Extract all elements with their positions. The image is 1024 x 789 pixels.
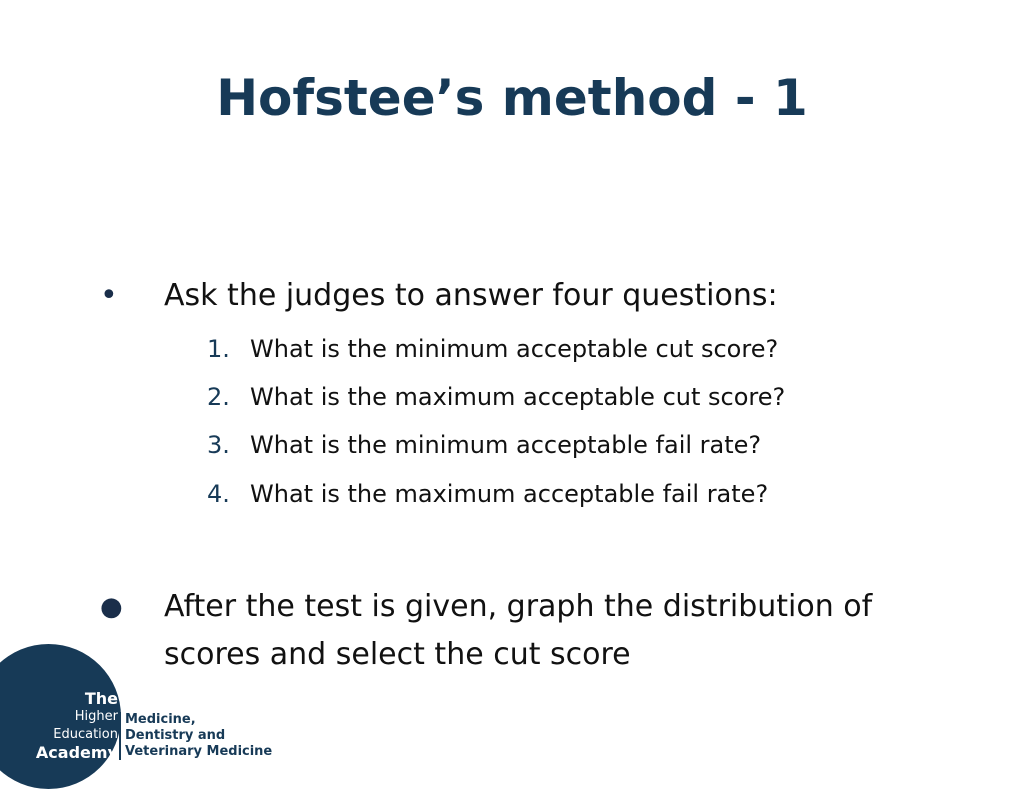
faculty-line-1: Medicine, bbox=[125, 712, 196, 727]
list-item-number: 4. bbox=[207, 480, 230, 508]
logo-line-the: The bbox=[84, 689, 118, 708]
list-item-number: 3. bbox=[207, 431, 230, 459]
logo-line-education: Education bbox=[53, 727, 118, 742]
bullet-text: After the test is given, graph the distribution of scores and select the cut score bbox=[164, 589, 873, 672]
list-item bbox=[0, 474, 1024, 514]
list-item-number: 1. bbox=[207, 335, 230, 363]
list-item bbox=[0, 377, 1024, 417]
list-item bbox=[0, 425, 1024, 465]
logo-line-higher: Higher bbox=[74, 709, 118, 724]
faculty-line-3: Veterinary Medicine bbox=[125, 744, 273, 759]
hea-logo bbox=[0, 642, 300, 768]
bullet-marker: • bbox=[100, 278, 118, 313]
bullet-marker: ● bbox=[100, 592, 123, 622]
bullet-text: Ask the judges to answer four questions: bbox=[164, 278, 778, 313]
faculty-line-2: Dentistry and bbox=[125, 728, 226, 743]
logo-faculty-text bbox=[125, 712, 272, 760]
list-item-number: 2. bbox=[207, 383, 230, 411]
list-item bbox=[0, 329, 1024, 369]
list-item-text: What is the minimum acceptable cut score? bbox=[250, 335, 779, 363]
logo-divider bbox=[119, 712, 121, 760]
logo-wordmark bbox=[36, 690, 118, 762]
slide-title: Hofstee’s method - 1 bbox=[216, 69, 808, 127]
list-item-text: What is the maximum acceptable cut score? bbox=[250, 383, 786, 411]
list-item-text: What is the maximum acceptable fail rate? bbox=[250, 480, 769, 508]
list-item-text: What is the minimum acceptable fail rate? bbox=[250, 431, 762, 459]
logo-line-academy: Academy bbox=[35, 743, 118, 762]
